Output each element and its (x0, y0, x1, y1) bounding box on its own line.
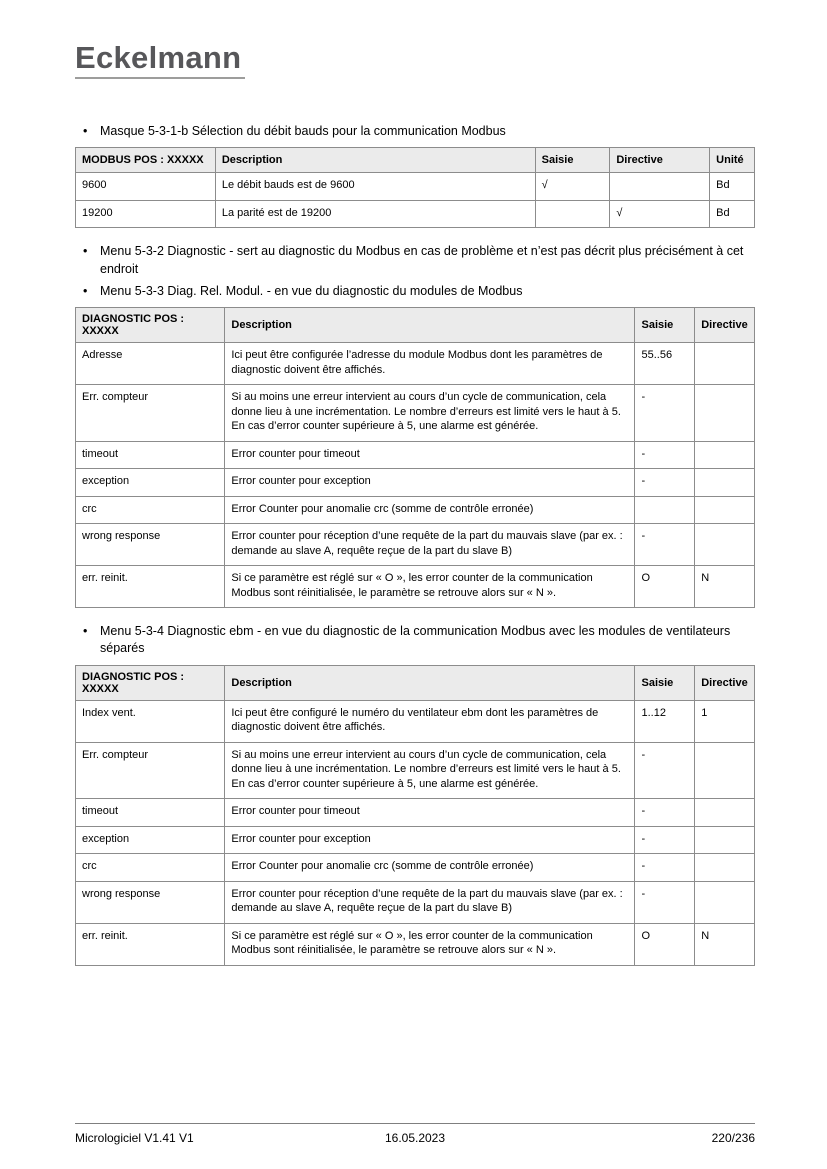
column-header: Description (215, 148, 535, 173)
table-cell: N (695, 923, 755, 965)
table-cell: Adresse (76, 343, 225, 385)
column-header: DIAGNOSTIC POS : XXXXX (76, 308, 225, 343)
table-row (76, 742, 755, 799)
column-header: DIAGNOSTIC POS : XXXXX (76, 665, 225, 700)
column-header: Directive (610, 148, 710, 173)
table-cell (695, 826, 755, 854)
table-cell: 1..12 (635, 700, 695, 742)
table-cell (695, 742, 755, 799)
column-header: Saisie (535, 148, 610, 173)
table-cell: Error Counter pour anomalie crc (somme de contrôle erronée) (225, 496, 635, 524)
column-header: Description (225, 665, 635, 700)
column-header: Directive (695, 665, 755, 700)
column-header: Saisie (635, 308, 695, 343)
table-row (76, 826, 755, 854)
bullet-text: Menu 5-3-3 Diag. Rel. Modul. - en vue du diagnostic du modules de Modbus (100, 283, 523, 298)
table-cell (695, 343, 755, 385)
table-cell: Si ce paramètre est réglé sur « O », les error counter de la communication Modbus sont réinitialisée, le paramètre se retrouve alors sur « N ». (225, 566, 635, 608)
table-cell: exception (76, 826, 225, 854)
table-cell: - (635, 854, 695, 882)
table-cell: Si au moins une erreur intervient au cours d’un cycle de communication, cela donne lieu à une incrémentation. Le nombre d’erreurs est limité vers le haut à 5. En cas d’error counter supérieure à 5, une alarme est générée. (225, 742, 635, 799)
table-row (76, 700, 755, 742)
page-header (75, 42, 755, 79)
bullet-item-menu-5-3-3 (83, 283, 755, 300)
bullet-item-masque-5-3-1-b (83, 123, 755, 140)
table-cell: 55..56 (635, 343, 695, 385)
table-cell (695, 881, 755, 923)
table-cell: 9600 (76, 173, 216, 201)
modbus-baud-table (75, 147, 755, 228)
table-cell: - (635, 742, 695, 799)
table-cell: Error counter pour exception (225, 826, 635, 854)
column-header: MODBUS POS : XXXXX (76, 148, 216, 173)
table-cell: Si au moins une erreur intervient au cours d’un cycle de communication, cela donne lieu à une incrémentation. Le nombre d’erreurs est limité vers le haut à 5. En cas d’error counter supérieure à 5, une alarme est générée. (225, 385, 635, 442)
table-row (76, 923, 755, 965)
table-cell: err. reinit. (76, 923, 225, 965)
table-row (76, 385, 755, 442)
bullet-text: Masque 5-3-1-b Sélection du débit bauds pour la communication Modbus (100, 124, 506, 138)
table-row (76, 496, 755, 524)
table-cell: timeout (76, 799, 225, 827)
bullet-marker: • (83, 124, 88, 138)
page-footer (75, 1123, 755, 1145)
diagnostic-modul-table (75, 307, 755, 608)
column-header: Unité (710, 148, 755, 173)
table-row (76, 343, 755, 385)
table-cell: La parité est de 19200 (215, 200, 535, 228)
table-cell (695, 469, 755, 497)
table-cell: timeout (76, 441, 225, 469)
table-row (76, 200, 755, 228)
table-cell: Error counter pour réception d’une requête de la part du mauvais slave (par ex. : demande au slave A, requête reçue de la part du slave B) (225, 881, 635, 923)
table-cell: err. reinit. (76, 566, 225, 608)
table-cell (695, 799, 755, 827)
page-content (75, 123, 755, 966)
table-header-row (76, 665, 755, 700)
table-cell: Error counter pour timeout (225, 441, 635, 469)
table-cell: Index vent. (76, 700, 225, 742)
table-row (76, 566, 755, 608)
table-cell (695, 496, 755, 524)
table-row (76, 441, 755, 469)
table-cell: - (635, 469, 695, 497)
table-cell: Bd (710, 173, 755, 201)
table-cell (610, 173, 710, 201)
table-cell: N (695, 566, 755, 608)
table-header-row (76, 148, 755, 173)
bullet-item-menu-5-3-2 (83, 243, 755, 278)
table-cell: wrong response (76, 881, 225, 923)
table-row (76, 524, 755, 566)
bullet-text: Menu 5-3-2 Diagnostic - sert au diagnostic du Modbus en cas de problème et n’est pas décrit plus précisément à cet endroit (100, 244, 744, 276)
column-header: Saisie (635, 665, 695, 700)
table-cell: crc (76, 854, 225, 882)
table-cell: - (635, 881, 695, 923)
table-cell: - (635, 385, 695, 442)
footer-version: Micrologiciel V1.41 V1 (75, 1131, 194, 1145)
table-cell: Ici peut être configurée l’adresse du module Modbus dont les paramètres de diagnostic doivent être affichés. (225, 343, 635, 385)
table-cell (635, 496, 695, 524)
table-cell: - (635, 441, 695, 469)
table-cell: - (635, 524, 695, 566)
column-header: Directive (695, 308, 755, 343)
table-cell: Error Counter pour anomalie crc (somme de contrôle erronée) (225, 854, 635, 882)
table-cell (695, 441, 755, 469)
table-cell: Le débit bauds est de 9600 (215, 173, 535, 201)
table-cell: Err. compteur (76, 742, 225, 799)
bullet-marker: • (83, 283, 88, 298)
table-cell: exception (76, 469, 225, 497)
table-cell: Si ce paramètre est réglé sur « O », les error counter de la communication Modbus sont réinitialisée, le paramètre se retrouve alors sur « N ». (225, 923, 635, 965)
footer-page-number: 220/236 (711, 1131, 755, 1145)
table-cell: √ (535, 173, 610, 201)
bullet-text: Menu 5-3-4 Diagnostic ebm - en vue du diagnostic de la communication Modbus avec les modules de ventilateurs séparés (100, 624, 731, 656)
table-cell: wrong response (76, 524, 225, 566)
table-row (76, 173, 755, 201)
table-cell: √ (610, 200, 710, 228)
bullet-marker: • (83, 624, 88, 639)
table-cell: Bd (710, 200, 755, 228)
bullet-item-menu-5-3-4 (83, 623, 755, 658)
table-cell (695, 385, 755, 442)
table-cell: O (635, 566, 695, 608)
footer-date: 16.05.2023 (384, 1131, 446, 1145)
table-row (76, 881, 755, 923)
table-cell: Error counter pour réception d’une requête de la part du mauvais slave (par ex. : demande au slave A, requête reçue de la part du slave B) (225, 524, 635, 566)
table-cell (695, 524, 755, 566)
table-cell: Error counter pour exception (225, 469, 635, 497)
bullet-marker: • (83, 244, 88, 259)
table-cell: O (635, 923, 695, 965)
table-cell (535, 200, 610, 228)
table-cell (695, 854, 755, 882)
table-cell: - (635, 826, 695, 854)
table-row (76, 469, 755, 497)
table-row (76, 854, 755, 882)
table-cell: 1 (695, 700, 755, 742)
table-cell: - (635, 799, 695, 827)
table-cell: crc (76, 496, 225, 524)
table-cell: Error counter pour timeout (225, 799, 635, 827)
table-header-row (76, 308, 755, 343)
company-logo: Eckelmann (75, 42, 245, 79)
diagnostic-ebm-table (75, 665, 755, 966)
table-cell: Err. compteur (76, 385, 225, 442)
table-cell: 19200 (76, 200, 216, 228)
table-cell: Ici peut être configuré le numéro du ventilateur ebm dont les paramètres de diagnostic doivent être affichés. (225, 700, 635, 742)
table-row (76, 799, 755, 827)
column-header: Description (225, 308, 635, 343)
